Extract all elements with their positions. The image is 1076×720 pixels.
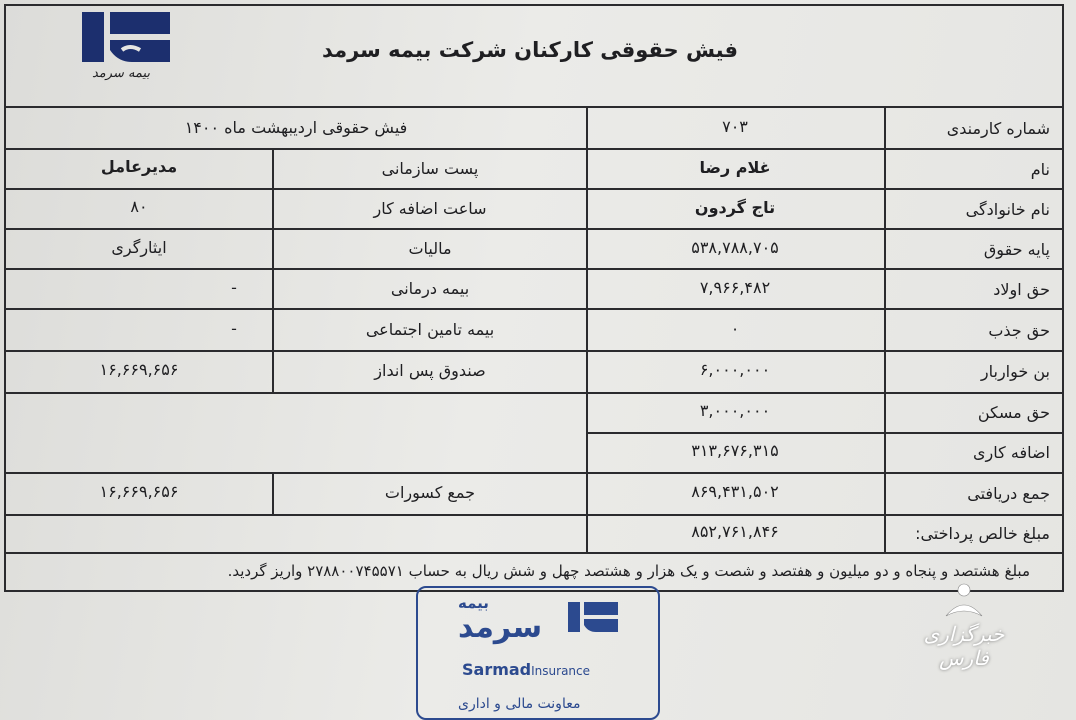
- value-overtime-hours: ۸۰: [130, 197, 148, 216]
- value-housing-allowance: ۳,۰۰۰,۰۰۰: [699, 401, 771, 420]
- value-overtime: ۳۱۳,۶۷۶,۳۱۵: [691, 441, 779, 460]
- label-tax: مالیات: [408, 239, 452, 258]
- logo-caption: بیمه سرمد: [91, 66, 150, 81]
- page-title: فیش حقوقی کارکنان شرکت بیمه سرمد: [321, 38, 739, 62]
- label-child-allowance: حق اولاد: [993, 280, 1050, 299]
- label-housing-allowance: حق مسکن: [977, 403, 1050, 422]
- label-health-insurance: بیمه درمانی: [390, 279, 470, 298]
- stamp-bime-text: بیمه: [458, 594, 489, 612]
- value-social-security: -: [231, 319, 237, 338]
- label-base-salary: پایه حقوق: [983, 240, 1050, 259]
- label-total-earnings: جمع دریافتی: [967, 484, 1050, 503]
- label-net-pay: مبلغ خالص پرداختی:: [915, 524, 1050, 543]
- label-overtime-hours: ساعت اضافه کار: [373, 199, 487, 218]
- label-first-name: نام: [1030, 160, 1050, 179]
- value-net-pay: ۸۵۲,۷۶۱,۸۴۶: [691, 522, 779, 541]
- stamp-logo-icon: [566, 600, 620, 648]
- value-savings-fund: ۱۶,۶۶۹,۶۵۶: [99, 360, 179, 379]
- value-total-earnings: ۸۶۹,۴۳۱,۵۰۲: [691, 482, 779, 501]
- stamp-english-name: SarmadInsurance: [462, 660, 591, 679]
- value-total-deductions: ۱۶,۶۶۹,۶۵۶: [99, 482, 179, 501]
- value-food-voucher: ۶,۰۰۰,۰۰۰: [699, 360, 771, 379]
- company-stamp: [416, 586, 660, 720]
- payslip-period: فیش حقوقی اردیبهشت ماه ۱۴۰۰: [184, 118, 408, 137]
- watermark-emblem-icon: [904, 580, 1024, 620]
- value-health-insurance: -: [231, 278, 237, 297]
- stamp-sarmad-text: سرمد: [458, 610, 543, 645]
- label-position: پست سازمانی: [381, 159, 479, 178]
- payment-note: مبلغ هشتصد و پنجاه و دو میلیون و هفتصد و شصت و یک هزار و هشتصد چهل و شش ریال به حساب ۲۷۸۸۰۰۷۴۵۵۷۱ واریز گردید.: [227, 562, 1030, 580]
- label-savings-fund: صندوق پس انداز: [374, 361, 486, 380]
- label-employee-number: شماره کارمندی: [946, 119, 1050, 138]
- value-tax: ایثارگری: [111, 238, 167, 257]
- label-last-name: نام خانوادگی: [965, 200, 1050, 219]
- value-attraction-allowance: ۰: [730, 319, 740, 338]
- label-food-voucher: بن خواربار: [980, 362, 1050, 381]
- watermark-text: خبرگزاری فارس: [923, 622, 1005, 670]
- label-overtime: اضافه کاری: [973, 443, 1050, 462]
- value-child-allowance: ۷,۹۶۶,۴۸۲: [699, 278, 771, 297]
- value-employee-number: ۷۰۳: [722, 117, 748, 136]
- stamp-department: معاونت مالی و اداری: [458, 696, 581, 712]
- value-first-name: غلام رضا: [699, 158, 771, 177]
- label-social-security: بیمه تامین اجتماعی: [365, 320, 495, 339]
- label-attraction-allowance: حق جذب: [988, 321, 1050, 340]
- label-total-deductions: جمع کسورات: [384, 483, 476, 502]
- value-position: مدیرعامل: [100, 157, 178, 176]
- value-base-salary: ۵۳۸,۷۸۸,۷۰۵: [691, 238, 779, 257]
- news-agency-watermark: [904, 580, 1024, 670]
- value-last-name: تاج گردون: [694, 198, 776, 217]
